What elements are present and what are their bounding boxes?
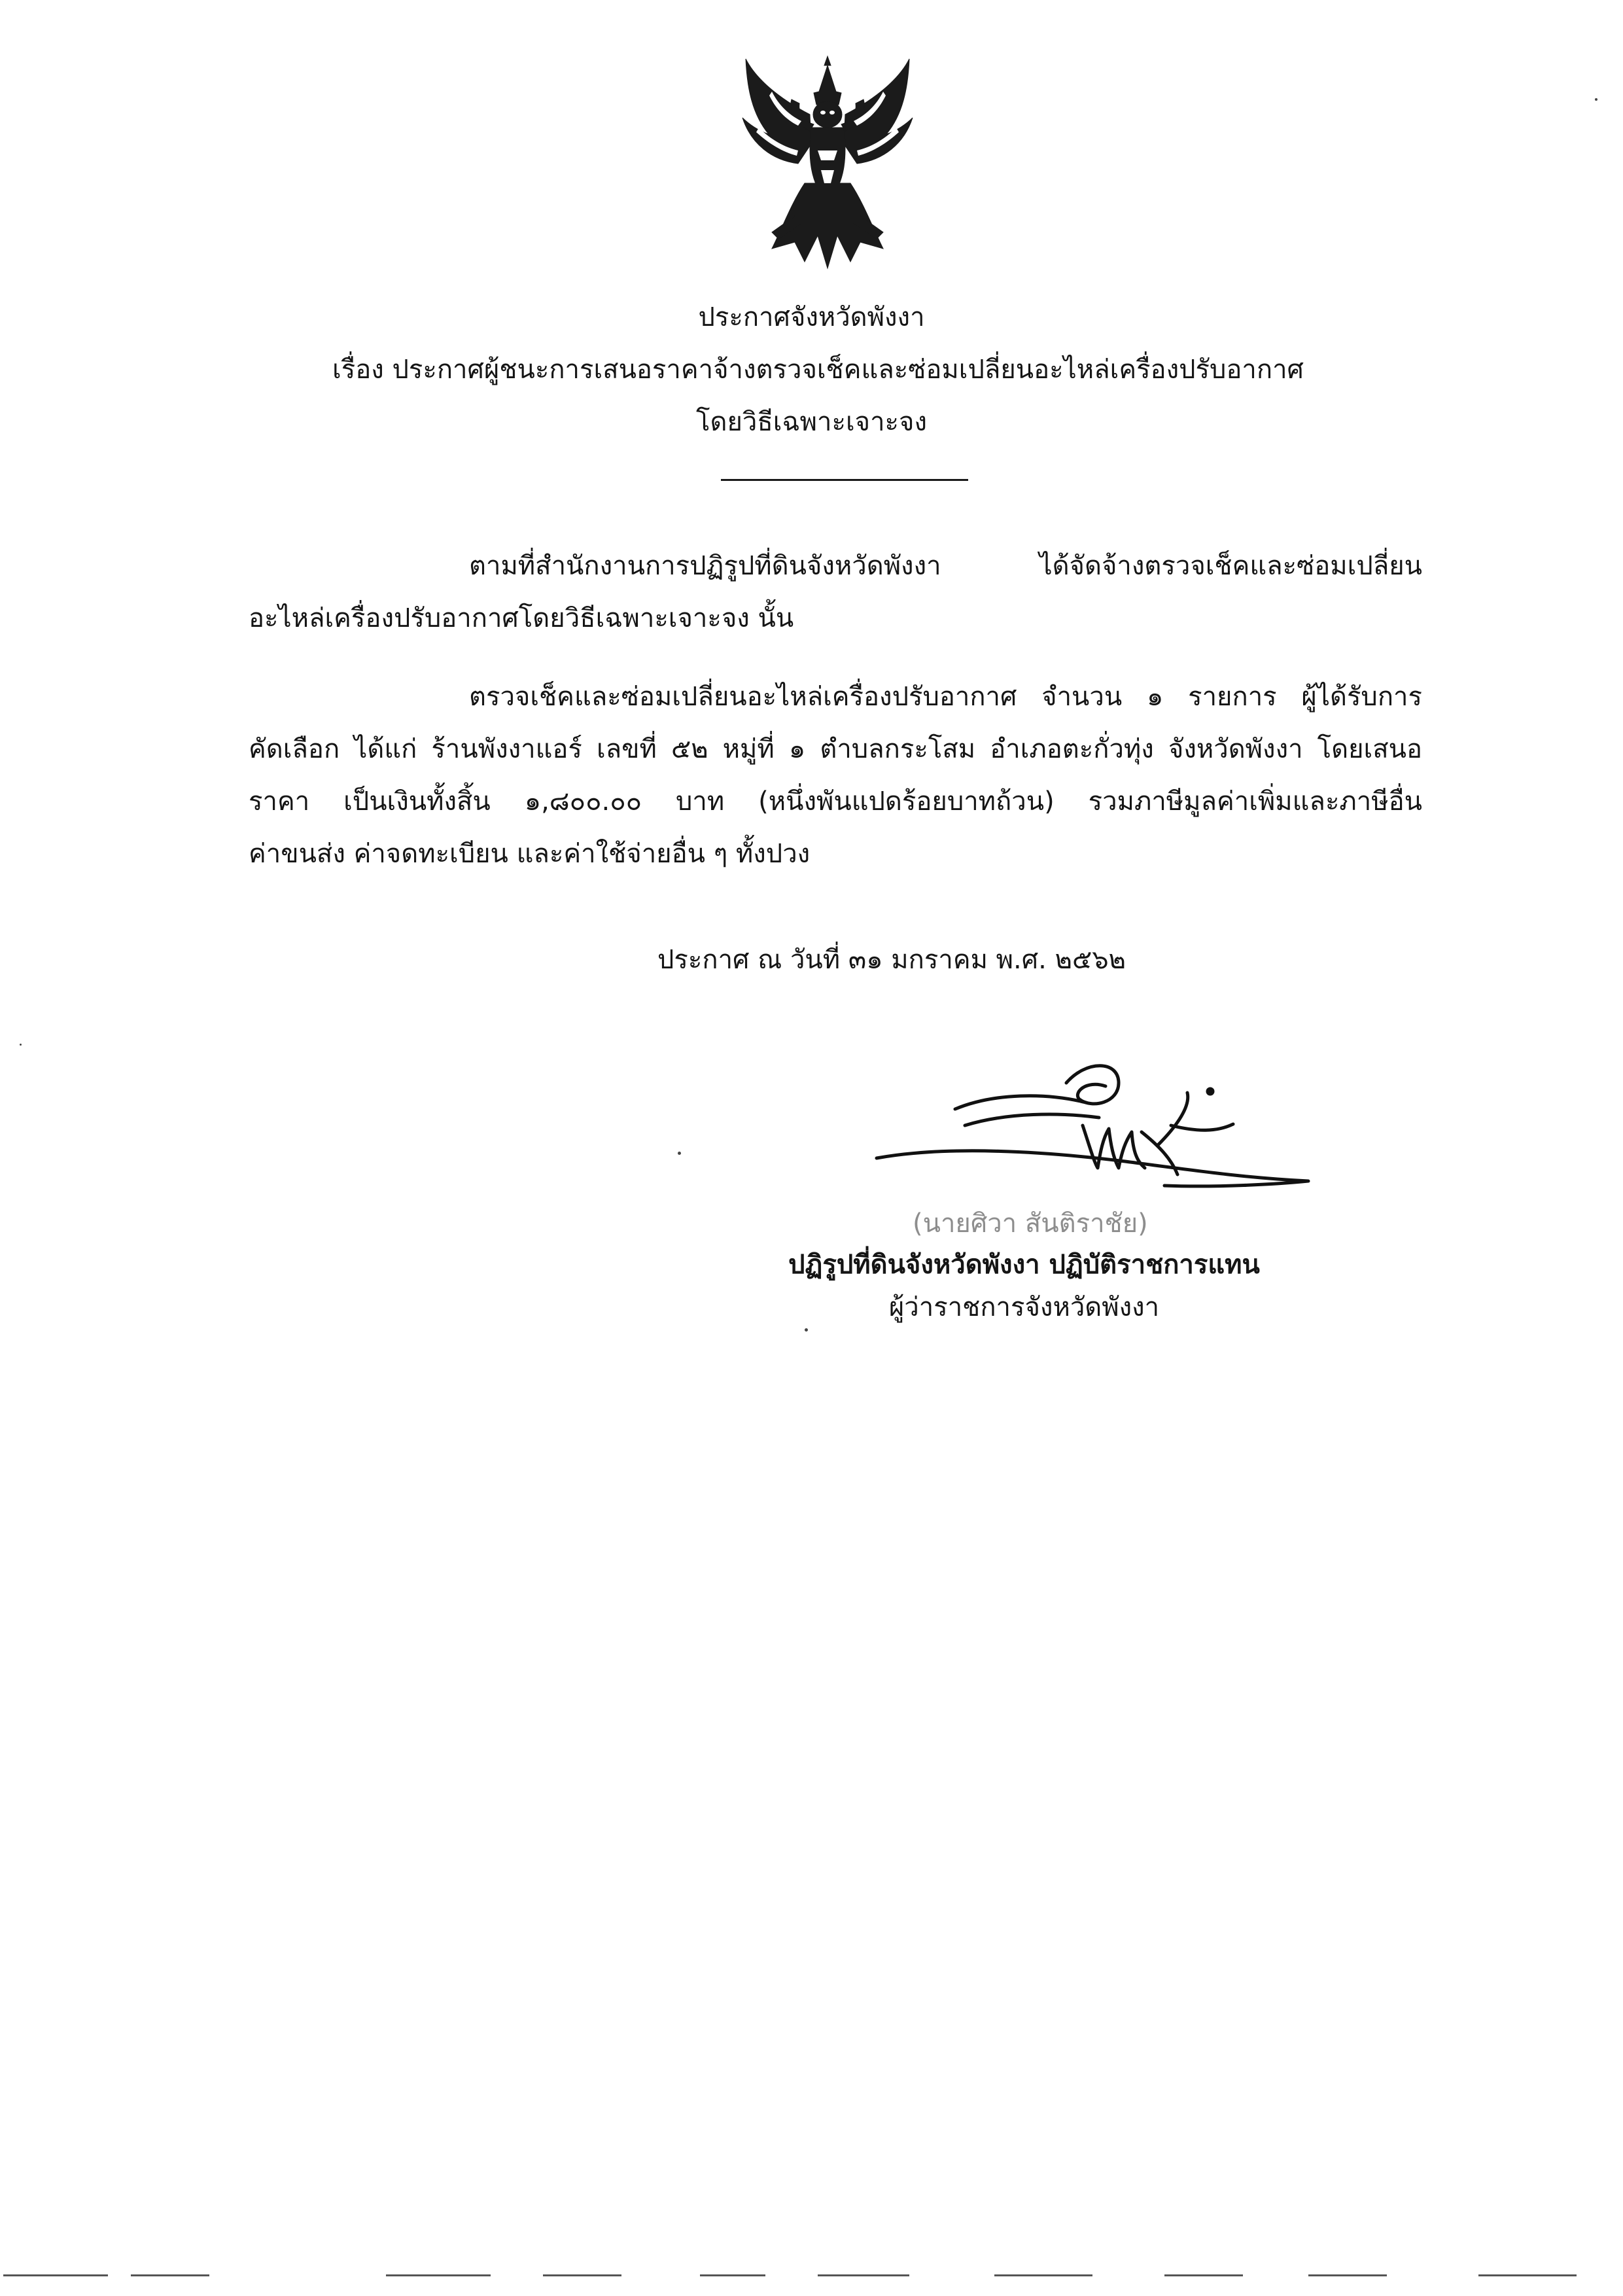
signer-position: ปฏิรูปที่ดินจังหวัดพังงา ปฏิบัติราชการแทน xyxy=(788,1250,1260,1280)
announcement-date: ประกาศ ณ วันที่ ๓๑ มกราคม พ.ศ. ๒๕๖๒ xyxy=(657,945,1126,975)
scan-edge-line xyxy=(700,2274,765,2276)
scan-edge-line xyxy=(1308,2274,1387,2276)
scan-edge-line xyxy=(3,2274,108,2276)
signer-name: (นายศิวา สันติราชัย) xyxy=(913,1209,1148,1239)
garuda-emblem-icon xyxy=(733,52,922,288)
paragraph-1-line-1: ตามที่สำนักงานการปฏิรูปที่ดินจังหวัดพังงา ได้จัดจ้างตรวจเช็คและซ่อมเปลี่ยน xyxy=(469,551,1422,581)
paragraph-2-line-4: ค่าขนส่ง ค่าจดทะเบียน และค่าใช้จ่ายอื่น ๆ ทั้งปวง xyxy=(249,839,811,869)
signer-position-title: ผู้ว่าราชการจังหวัดพังงา xyxy=(888,1292,1160,1322)
scan-edge-line xyxy=(994,2274,1092,2276)
scan-speck xyxy=(1595,98,1597,101)
paragraph-1-line-2: อะไหล่เครื่องปรับอากาศโดยวิธีเฉพาะเจาะจง นั้น xyxy=(249,603,794,633)
scan-speck xyxy=(678,1152,681,1155)
paragraph-2-line-2: คัดเลือก ได้แก่ ร้านพังงาแอร์ เลขที่ ๕๒ หมู่ที่ ๑ ตำบลกระโสม อำเภอตะกั่วทุ่ง จังหวัดพังงา โดยเสนอ xyxy=(249,734,1422,764)
paragraph-2-line-3: ราคา เป็นเงินทั้งสิ้น ๑,๘๐๐.๐๐ บาท (หนึ่งพันแปดร้อยบาทถ้วน) รวมภาษีมูลค่าเพิ่มและภาษีอื่น xyxy=(249,786,1422,817)
scan-edge-line xyxy=(818,2274,909,2276)
announcement-title: ประกาศจังหวัดพังงา xyxy=(698,302,925,332)
title-divider xyxy=(721,479,968,481)
scan-edge-line xyxy=(386,2274,491,2276)
scan-speck xyxy=(805,1328,808,1332)
scan-speck xyxy=(20,1044,22,1046)
subject-line-continued: โดยวิธีเฉพาะเจาะจง xyxy=(695,407,928,437)
subject-line: เรื่อง ประกาศผู้ชนะการเสนอราคาจ้างตรวจเช็คและซ่อมเปลี่ยนอะไหล่เครื่องปรับอากาศ xyxy=(332,355,1304,385)
scan-edge-line xyxy=(543,2274,621,2276)
scan-edge-line xyxy=(1478,2274,1577,2276)
paragraph-2-line-1: ตรวจเช็คและซ่อมเปลี่ยนอะไหล่เครื่องปรับอากาศ จำนวน ๑ รายการ ผู้ได้รับการ xyxy=(469,682,1422,712)
scan-edge-line xyxy=(1164,2274,1243,2276)
scan-edge-line xyxy=(131,2274,209,2276)
